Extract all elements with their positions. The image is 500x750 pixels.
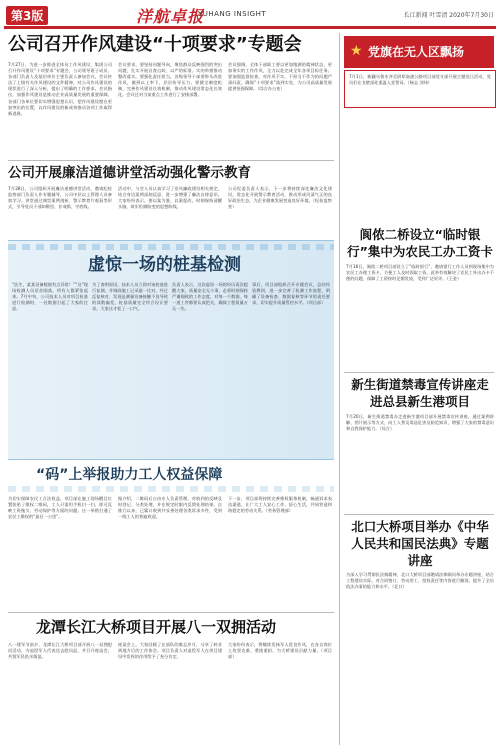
article2-title: 公司开展廉洁道德讲堂活动强化警示教育 — [8, 165, 251, 181]
divider — [344, 372, 494, 373]
article2-col3: 公司纪委负责人表示，下一步将持续深化廉洁文化建设，常态化开展警示教育活动，推动形成风清气正的良好政治生态，为企业健康发展营造良好环境。（纪检监察室） — [228, 186, 332, 210]
article2-col1: 7月28日，公司组织开展廉洁道德讲堂活动，邀请纪检监察部门负责人作专题辅导，公司中层以上管理人员参加学习。讲堂通过典型案例剖析、警示教育片观看等形式，引导党员干部知敬畏、存戒惧、守底线。 — [8, 186, 112, 210]
article5-title: 龙潭长江大桥项目开展八一双拥活动 — [36, 618, 277, 636]
newspaper-logo: 洋航卓报 — [136, 7, 205, 26]
party-banner-title: 党旗在无人区飘扬 — [368, 45, 465, 59]
article3-col2: 为了查明原因，技术人员立即对该桩基进行复测，并调阅施工记录逐一比对。经过反复核对，发现是测量设备接触不良导致的读数偏差，桩基质量完全符合设计要求。大家这才松了一口气。 — [92, 282, 168, 312]
article2-col2: 活动中，与会人员认真学习了党风廉政建设相关规定，结合身边案例深刻反思，进一步增强了廉洁自律意识。大家纷纷表示，要以案为鉴、以案促改，时刻保持清醒头脑，筑牢拒腐防变的思想防线。 — [118, 186, 222, 210]
flag-icon: ★ — [350, 43, 363, 59]
sidebar-article3-body: 为深入学习贯彻民法典精神，北口大桥项目部邀请法律顾问举办专题讲座，结合工程建设实际，对合同签订、劳动用工、侵权责任等内容进行解读，提升了全员依法办事的能力和水平。（北口） — [346, 572, 494, 590]
divider — [344, 514, 494, 515]
sidebar-article2-title: 新生街道禁毒宣传讲座走进总县新生港项目 — [351, 377, 489, 409]
divider — [8, 160, 334, 161]
article4-col3: 下一步，项目部将持续完善维权服务机制，畅通诉求表达渠道，让广大工人安心工作、舒心生活，共同营造和谐稳定的劳动关系。（劳务管理部） — [228, 496, 332, 514]
decorative-wave — [8, 486, 334, 492]
sidebar-article1-body: 7月16日，阆侬二桥项目部设立了“临时银行”，邀请银行工作人员到现场集中为农民工办理工资卡，方便工人及时领取工资。此举有效解决了农民工外出办卡不便的问题，保障了工资按时足额发放，受到广泛好评。（王金） — [346, 264, 494, 282]
sidebar-article3-title: 北口大桥项目举办《中华人民共和国民法典》专题讲座 — [351, 519, 489, 568]
article4-col1: 为切实保障农民工合法权益，项目部在施工现场醒目位置张贴了维权二维码，工人只需用手机扫一扫，即可反映工资拖欠、劳动保护等方面的问题。这一举措打通了农民工维权的“最后一公里”。 — [8, 496, 112, 520]
masthead — [0, 0, 500, 34]
sidebar-article1-title: 阆侬二桥设立“临时银行”集中为农民工办工资卡 — [347, 227, 493, 259]
edition-badge: 第3版 — [6, 6, 48, 25]
article1-col3: 会议强调，全体干部职工要以更加饱满的精神状态、更加务实的工作作风，全力以赴完成全年各项目标任务。要加强监督检查，对作风不实、不担当不作为的问题严肃问责，确保“十项要求”落到实处，为公司高质量发展提供坚强保障。（综合办公室） — [228, 62, 332, 92]
article5-col3: 大家纷纷表示，将继续发扬军人优良作风，在各自岗位上攻坚克难、勇挑重担，为大桥建设贡献力量。（项目部） — [228, 642, 332, 660]
party-banner — [344, 36, 494, 68]
article3-col1: “医生，某某设备数据有点异常！”“这”现场检测人员话音刚落，所有人都紧张起来。7月中旬，公司技术人员对项目桩基进行检测时，一处数据引起了大家的注意。 — [12, 282, 88, 312]
party-story-text: 7月1日，新疆乌鲁木齐至尉犁高速公路项目部党支部开展主题党日活动，党员们在戈壁深处重温入党誓词。（杨志 刘伟） — [349, 74, 491, 86]
edition-info: 长江新闻 叶雪清 2020年7月30日 — [403, 12, 494, 19]
article1-col2: 会议要求，要坚持问题导向，聚焦群众反映强烈的突出问题，扎实开展自查自纠，以严的标准、实的举措推动整改落实。要强化责任担当，各级领导干部要带头改进作风，做到以上率下，层层传导压力。要健全制度机制，完善作风建设长效机制，推动作风建设常态化长效化。会议还对当前重点工作进行了安排部署。 — [118, 62, 222, 98]
divider — [8, 612, 334, 613]
article5-col2: 座谈会上，大家回顾了在部队的难忘岁月，分享了转业到地方后的工作体会。项目负责人对退役军人在项目建设中发挥的作用给予了充分肯定。 — [118, 642, 222, 660]
column-separator — [339, 33, 340, 745]
article3-title: 虚惊一场的桩基检测 — [88, 255, 241, 275]
sidebar-article2-body: 7月20日，新生街道禁毒办走进新生港项目部开展禁毒宣传讲座，通过案例讲解、图片展示等方式，向工人普及毒品危害及防范知识，增强了大家的禁毒意识和自我保护能力。（综合） — [346, 414, 494, 432]
article4-col2: 据介绍，二维码后台由专人负责管理，对收到的反映及时登记、分类处理，并在规定时限内反馈处理结果。自推行以来，已累计收到并妥善处理各类诉求多件，受到一线工人的普遍欢迎。 — [118, 496, 222, 520]
party-story-box — [344, 70, 496, 108]
article4-title: “码”上举报助力工人权益保障 — [36, 467, 223, 483]
article1-col1: 7月27日，为进一步推进全体员工作风建设，集团公司召开作风建设“十项要求”专题会，公司领导班子成员、各部门负责人及基层单位主要负责人参加会议。会议传达了上级有关作风建设的文件精神，对公司作风建设的现状进行了深入分析，提出了明确的工作要求。会议指出，加强作风建设是推动企业高质量发展的重要保障，各部门各单位要切实增强思想认识，把作风建设摆在更加突出的位置，以作风建设的新成效推动各项工作取得新进展。 — [8, 62, 112, 116]
article3-col4: 事后，项目部组织召开专题会议，总结经验教训，进一步完善了检测工作流程，明确了设备检查、数据复核等环节的责任要求，切实提升质量管控水平。（项目部） — [252, 282, 330, 306]
decorative-wave — [8, 244, 334, 250]
masthead-rule — [4, 26, 496, 29]
article3-col3: 负责人表示，这次虚惊一场的经历再次提醒大家，质量安全无小事，必须时刻保持严谨细致的工作态度，对每一个数据、每一道工序都要认真把关，确保工程质量万无一失。 — [172, 282, 248, 312]
newspaper-english-name: YUHANG INSIGHT — [198, 10, 267, 18]
article1-title: 公司召开作风建设“十项要求”专题会 — [8, 34, 302, 55]
article5-col1: 八一建军节前夕，龙潭长江大桥项目部开展八一双拥慰问活动，为退役军人代表送去慰问品，并召开座谈会，共叙军民鱼水情谊。 — [8, 642, 112, 660]
